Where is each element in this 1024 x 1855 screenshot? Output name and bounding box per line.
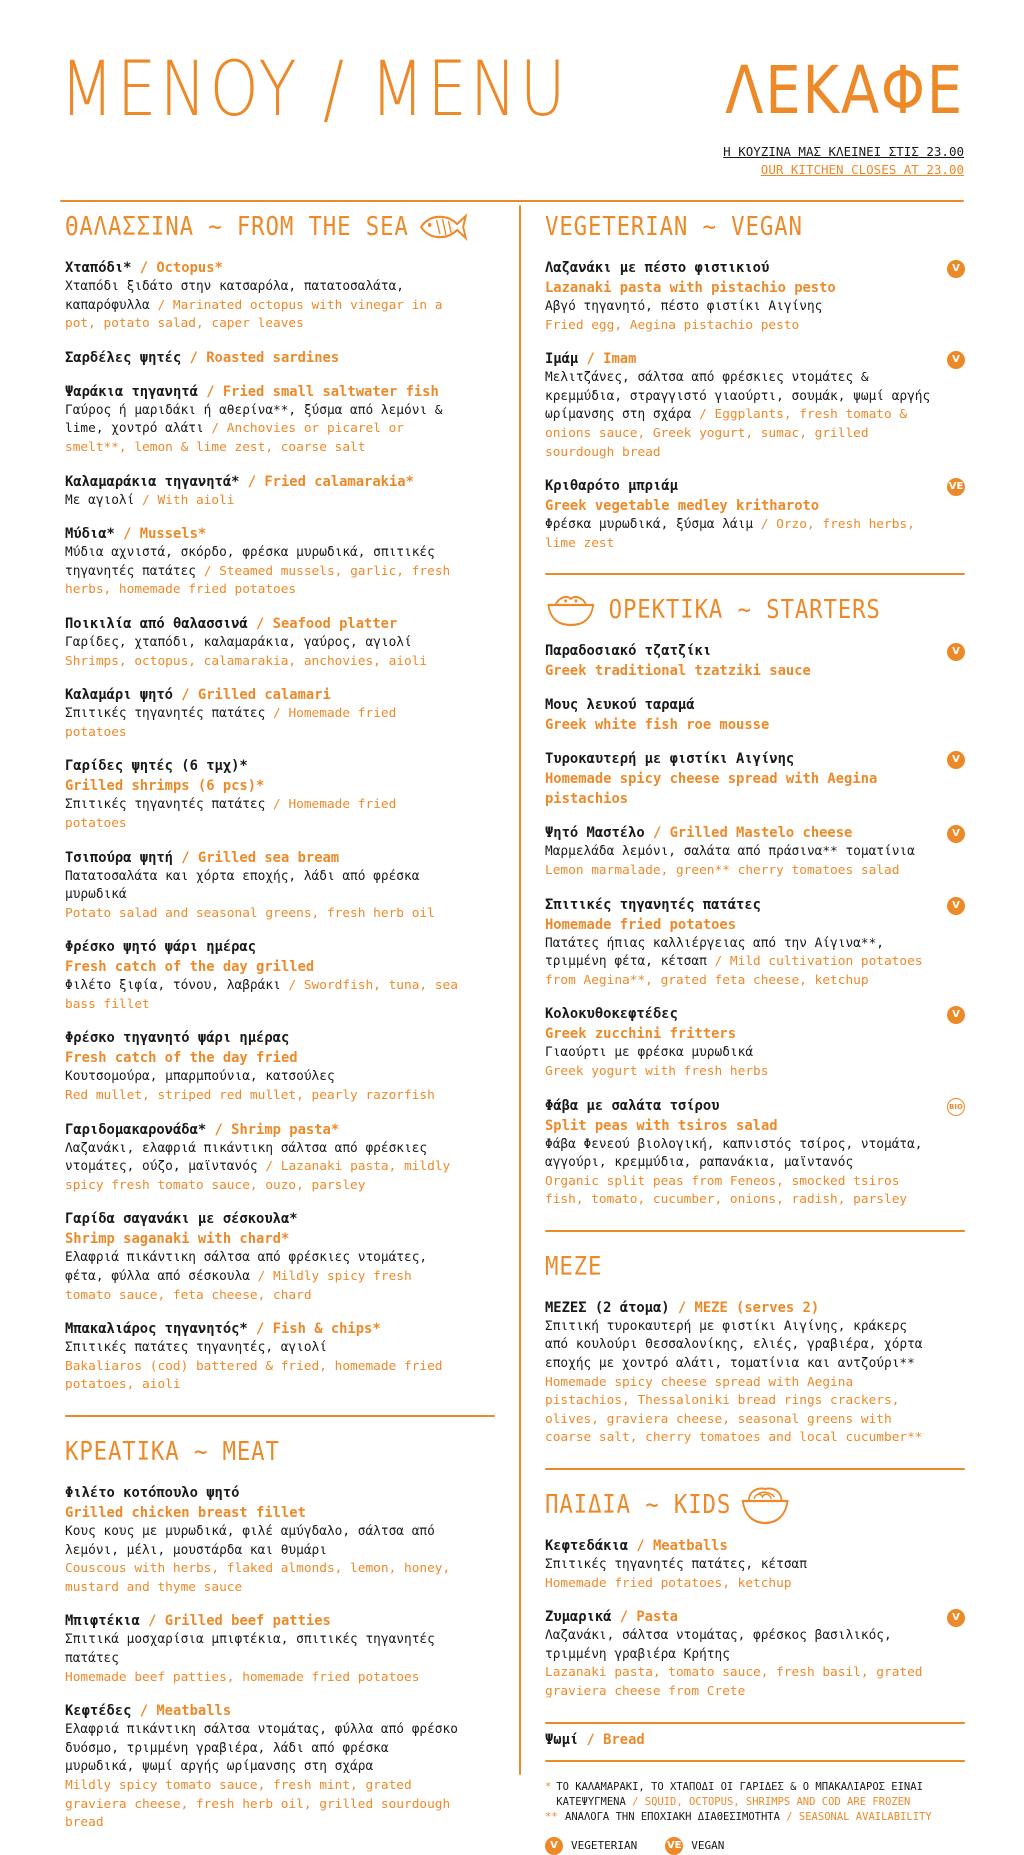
item-description-en-line — [545, 1575, 931, 1594]
menu-item — [65, 685, 495, 742]
item-name-en: / Meatballs — [131, 1703, 232, 1720]
item-description-en: Organic split peas from Feneos, smocked tsiros fish, tomato, cucumber, onions, radish, parsley — [545, 1173, 908, 1208]
item-name — [65, 1483, 461, 1503]
item-name-gr: Φρέσκο ψητό ψάρι ημέρας — [65, 939, 257, 956]
item-description-gr: Ελαφριά πικάντικη σάλτσα ντομάτας, φύλλα από φρέσκο δυόσμο, τριμμένη γραβιέρα, λάδι από φρέσκα μυρωδικά, ψωμί αργής ωρίμανσης στη σχάρα — [65, 1722, 458, 1775]
item-description — [65, 1140, 461, 1196]
item-name — [545, 695, 931, 715]
item-description-en: / Swordfish, tuna, sea bass fillet — [65, 978, 458, 1012]
item-description-en: Homemade beef patties, homemade fried potatoes — [65, 1669, 420, 1685]
menu-item — [65, 472, 495, 511]
item-name — [65, 937, 461, 957]
section-divider — [545, 573, 965, 575]
menu-title: MENOY / MENU — [60, 44, 569, 133]
item-name-en: / Grilled beef patties — [148, 1613, 331, 1630]
item-description-en: Lazanaki pasta, tomato sauce, fresh basil, grated graviera cheese from Crete — [545, 1665, 923, 1699]
item-description — [545, 369, 931, 462]
legend-vegetarian-label: VEGETERIAN — [571, 1839, 638, 1853]
item-name-en: Homemade fried potatoes — [545, 916, 737, 933]
item-name-en: / Seafood platter — [247, 615, 398, 632]
item-name-en: Fresh catch of the day grilled — [65, 959, 315, 976]
item-name-gr: ΜΕΖΕΣ (2 άτομα) — [545, 1299, 670, 1316]
item-description-gr: Σπιτικές τηγανητές πατάτες — [65, 797, 266, 813]
item-description — [65, 402, 461, 458]
item-description-gr: Πατάτες ήπιας καλλιέργειας από την Αίγινα**, τριμμένη φέτα, κέτσαπ — [545, 935, 884, 970]
item-name — [545, 895, 931, 915]
item-name-gr: Ψαράκια τηγανητά — [65, 383, 198, 400]
item-description-gr: Κους κους με μυρωδικά, φιλέ αμύγδαλο, σάλτσα από λεμόνι, μέλι, μουστάρδα και θυμάρι — [65, 1524, 435, 1558]
item-description-gr: Σπιτική τυροκαυτερή με φιστίκι Αιγίνης, κράκερς από κουλούρι Θεσσαλονίκης, ελιές, γραβιέρα, χόρτα εποχής με χοντρό αλάτι, τοματίνια και αντζούρι** — [545, 1318, 923, 1372]
vegetarian-badge-icon: V — [545, 1837, 563, 1855]
footnote-seasonal — [545, 1810, 965, 1825]
section-divider — [545, 1760, 965, 1762]
fish-icon — [417, 210, 467, 244]
footnote-seasonal-gr: ΑΝΑΛΟΓΑ ΤΗΝ ΕΠΟΧΙΑΚΗ ΔΙΑΘΕΣΙΜΟΤΗΤΑ — [565, 1810, 780, 1823]
section-sea-title — [65, 210, 435, 244]
item-name — [545, 749, 931, 769]
section-meat-label: ΚΡΕΑΤΙΚΑ ~ MEAT — [65, 1437, 280, 1467]
item-name-en: / Fried calamarakia* — [239, 473, 414, 490]
item-description — [65, 492, 461, 511]
menu-item — [65, 524, 495, 600]
menu-item — [65, 1611, 495, 1687]
footnotes — [545, 1780, 965, 1855]
restaurant-logo: ΛΕΚΑΦΕ — [725, 52, 964, 129]
item-name — [65, 348, 461, 368]
item-description-en-line — [65, 1560, 461, 1597]
organic-badge-icon: BIO — [947, 1098, 965, 1116]
item-name — [65, 382, 461, 402]
menu-item — [65, 1028, 495, 1105]
section-kids-label: ΠΑΙΔΙΑ ~ KIDS — [545, 1490, 732, 1521]
item-name-gr: Καλαμάρι ψητό — [65, 687, 173, 704]
item-description-gr: Γαρίδες, χταπόδι, καλαμαράκια, γαύρος, αγιολί — [65, 634, 412, 650]
menu-item — [65, 382, 495, 458]
menu-item — [65, 1209, 495, 1305]
item-description-en: / Homemade fried potatoes — [65, 706, 397, 740]
bread-name-gr: Ψωμί — [545, 1731, 579, 1748]
item-name-gr: Μπακαλιάρος τηγανητός* — [65, 1321, 248, 1338]
item-description — [65, 1721, 461, 1777]
item-name-en: Greek traditional tzatziki sauce — [545, 663, 811, 680]
item-name — [65, 1701, 461, 1721]
vegetarian-badge-icon: V — [947, 751, 965, 769]
item-description — [545, 843, 931, 862]
item-name-gr: Χταπόδι* — [65, 260, 132, 276]
menu-item — [545, 1536, 965, 1593]
vegetarian-badge-icon: V — [947, 260, 965, 278]
item-name-en: / Fried small saltwater fish — [197, 383, 439, 400]
item-name-gr: Καλαμαράκια τηγανητά* — [65, 473, 240, 490]
item-description — [545, 935, 931, 991]
legend-vegan — [665, 1837, 724, 1855]
item-description-gr: Φιλέτο ξιφία, τόνου, λαβράκι — [65, 978, 281, 994]
item-name — [545, 1536, 931, 1556]
sea-items — [65, 258, 495, 1395]
item-name — [65, 472, 461, 492]
item-description — [545, 1318, 931, 1374]
item-description-en: / With aioli — [134, 492, 235, 508]
menu-item — [65, 937, 495, 1014]
menu-item — [545, 1298, 965, 1448]
item-description — [65, 634, 461, 653]
item-description-en-line — [545, 862, 931, 881]
item-name-gr: Κολοκυθοκεφτέδες — [545, 1006, 678, 1023]
menu-item — [65, 258, 495, 334]
item-name — [65, 524, 461, 544]
menu-item — [65, 614, 495, 671]
item-name-en: Fresh catch of the day fried — [65, 1050, 298, 1067]
item-description-gr: Γιαούρτι με φρέσκα μυρωδικά — [545, 1045, 754, 1061]
legend-vegetarian — [545, 1837, 637, 1855]
kids-items — [545, 1536, 965, 1702]
item-name-en: / Grilled Mastelo cheese — [644, 825, 853, 842]
item-name-en: Homemade spicy cheese spread with Aegina pistachios — [545, 771, 878, 808]
menu-item — [65, 1120, 495, 1196]
item-name-gr: Γαριδομακαρονάδα* — [65, 1121, 207, 1138]
item-description — [545, 1136, 931, 1173]
section-sea-label: ΘΑΛΑΣΣΙΝΑ ~ FROM THE SEA — [65, 212, 409, 242]
item-name-en: Greek white fish roe mousse — [545, 717, 770, 734]
item-description-gr: Σπιτικές πατάτες τηγανητές, αγιολί — [65, 1340, 327, 1356]
vegetarian-badge-icon: V — [947, 351, 965, 369]
section-starters-label: ΟΡΕΚΤΙΚΑ ~ STARTERS — [608, 595, 881, 626]
item-description-en: / Anchovies or picarel or smelt**, lemon & lime zest, coarse salt — [65, 421, 405, 455]
item-name — [545, 1298, 931, 1318]
bread-name-en: / Bread — [578, 1731, 645, 1748]
vegetarian-badge-icon: V — [947, 1006, 965, 1024]
kitchen-hours-gr: Η ΚΟΥΖΙΝΑ ΜΑΣ ΚΛΕΙΝΕΙ ΣΤΙΣ 23.00 — [723, 144, 964, 159]
item-name-gr: Σαρδέλες ψητές — [65, 349, 182, 366]
item-name — [65, 1319, 461, 1339]
section-veg-label: VEGETERIAN ~ VEGAN — [545, 212, 803, 242]
item-description — [545, 1556, 931, 1575]
item-description-gr: Γαύρος ή μαριδάκι ή αθερίνα**, ξύσμα από λεμόνι & lime, χοντρό αλάτι — [65, 402, 443, 437]
item-name-gr: Μύδια* — [65, 526, 115, 543]
item-description-en-line — [65, 1358, 461, 1395]
item-name-gr: Κριθαρότο μπριάμ — [545, 478, 678, 495]
footnote-star: * — [545, 1780, 552, 1793]
item-name-gr: Τυροκαυτερή με φιστίκι Αιγίνης — [545, 751, 795, 768]
section-starters-title — [545, 593, 906, 627]
section-meze-label: ΜΕΖΕ — [545, 1251, 603, 1282]
item-name — [65, 1028, 461, 1048]
vegetarian-badge-icon: V — [947, 1609, 965, 1627]
starters-items — [545, 641, 965, 1210]
item-name-en: / Fish & chips* — [247, 1321, 381, 1338]
bread-item — [545, 1730, 965, 1750]
menu-item — [545, 258, 965, 335]
item-description — [65, 1249, 461, 1305]
item-name — [545, 349, 931, 369]
item-description-en: / Eggplants, fresh tomato & onions sauce, Greek yogurt, sumac, grilled sourdough bread — [545, 407, 908, 460]
item-description-gr: Αβγό τηγανητό, πέστο φιστίκι Αιγίνης — [545, 299, 823, 314]
menu-item — [545, 823, 965, 880]
menu-item — [545, 641, 965, 681]
item-description-en-line — [65, 1087, 461, 1106]
item-description-en-line — [545, 1173, 931, 1210]
veg-items — [545, 258, 965, 553]
item-description-en: Greek yogurt with fresh herbs — [545, 1063, 769, 1079]
item-description-gr: Κουτσομούρα, μπαρμπούνια, κατσούλες — [65, 1069, 335, 1085]
item-description-en-line — [545, 1374, 931, 1448]
footnote-seasonal-en: / SEASONAL AVAILABILITY — [779, 1810, 932, 1823]
item-description — [65, 1631, 461, 1668]
item-name — [545, 258, 931, 278]
item-name-gr: Γαρίδα σαγανάκι με σέσκουλα* — [65, 1211, 298, 1228]
item-description — [65, 796, 461, 833]
item-name — [65, 685, 461, 705]
item-description-gr: Μύδια αχνιστά, σκόρδο, φρέσκα μυρωδικά, σπιτικές τηγανητές πατάτες — [65, 545, 435, 579]
item-description — [545, 1627, 931, 1664]
item-description-gr: Με αγιολί — [65, 492, 135, 508]
item-name-gr: Κεφτέδες — [65, 1703, 132, 1720]
item-description-en: / Mildly spicy fresh tomato sauce, feta cheese, chard — [65, 1269, 412, 1303]
section-kids-title — [545, 1488, 906, 1522]
item-description-en: Couscous with herbs, flaked almonds, lemon, honey, mustard and thyme sauce — [65, 1561, 451, 1595]
menu-item — [65, 848, 495, 924]
item-name — [545, 1607, 931, 1627]
right-column — [545, 210, 965, 1855]
item-description-gr: Μαρμελάδα λεμόνι, σαλάτα από πράσινα** τοματίνια — [545, 844, 915, 860]
item-description — [545, 1044, 931, 1063]
section-meze-title — [545, 1250, 906, 1284]
item-description-en: Mildly spicy tomato sauce, fresh mint, grated graviera cheese, fresh herb oil, grilled sourdough bread — [65, 1777, 451, 1831]
item-name-en: / Grilled sea bream — [172, 849, 340, 866]
vegetarian-badge-icon: V — [947, 643, 965, 661]
item-name-gr: Φιλέτο κοτόπουλο ψητό — [65, 1485, 240, 1501]
item-description — [65, 544, 461, 600]
item-name-en: / Imam — [578, 351, 637, 368]
item-description-en: / Homemade fried potatoes — [65, 797, 397, 831]
item-description-en: Bakaliaros (cod) battered & fried, homemade fried potatoes, aioli — [65, 1358, 443, 1393]
section-veg-title — [545, 210, 906, 244]
item-description-en: / Orzo, fresh herbs, lime zest — [545, 517, 915, 551]
menu-item — [65, 756, 495, 833]
section-divider — [65, 1415, 495, 1417]
menu-item — [545, 749, 965, 809]
item-description — [65, 1068, 461, 1087]
item-name-gr: Μους λευκού ταραμά — [545, 697, 695, 714]
item-name — [65, 756, 461, 776]
item-description — [65, 977, 461, 1014]
item-description — [65, 1523, 461, 1560]
item-description-en-line — [65, 1669, 461, 1688]
item-description-en: Fried egg, Aegina pistachio pesto — [545, 317, 800, 333]
item-description-en-line — [545, 1063, 931, 1082]
item-name-en: Shrimp saganaki with chard* — [65, 1231, 290, 1248]
footnote-frozen — [545, 1780, 965, 1810]
item-name-en: Lazanaki pasta with pistachio pesto — [545, 280, 836, 296]
item-description-en: Homemade fried potatoes, ketchup — [545, 1575, 792, 1591]
item-description-en: / Lazanaki pasta, mildly spicy fresh tomato sauce, ouzo, parsley — [65, 1159, 451, 1193]
left-column — [65, 210, 495, 1833]
item-description-gr: Σπιτικά μοσχαρίσια μπιφτέκια, σπιτικές τηγανητές πατάτες — [65, 1632, 435, 1666]
item-name-gr: Ποικιλία από θαλασσινά — [65, 615, 248, 632]
item-name-gr: Φάβα με σαλάτα τσίρου — [545, 1097, 720, 1114]
item-name-en: Grilled chicken breast fillet — [65, 1505, 306, 1521]
vegan-badge-icon: VE — [665, 1837, 683, 1855]
item-name-gr: Κεφτεδάκια — [545, 1538, 629, 1555]
header-divider — [60, 200, 964, 202]
item-description — [545, 516, 931, 553]
item-description-en-line — [545, 1664, 931, 1701]
item-description-en-line — [545, 317, 931, 336]
item-name-gr: Τσιπούρα ψητή — [65, 849, 173, 866]
item-description-gr: Πατατοσαλάτα και χόρτα εποχής, λάδι από φρέσκα μυρωδικά — [65, 868, 420, 903]
item-description-gr: Σπιτικές τηγανητές πατάτες — [65, 706, 266, 722]
footnote-star: ** — [545, 1810, 558, 1823]
vegetarian-badge-icon: V — [947, 897, 965, 915]
meat-items — [65, 1483, 495, 1833]
item-name-en: Greek vegetable medley kritharoto — [545, 498, 820, 515]
item-name-gr: Σπιτικές τηγανητές πατάτες — [545, 896, 761, 913]
item-description-gr: Χταπόδι ξιδάτο στην κατσαρόλα, πατατοσαλάτα, καπαρόφυλλα — [65, 279, 404, 313]
item-name — [545, 1004, 931, 1024]
section-divider — [545, 1722, 965, 1724]
meze-items — [545, 1298, 965, 1448]
kitchen-hours — [723, 143, 964, 179]
item-description-en-line — [65, 1777, 461, 1833]
item-description — [65, 1339, 461, 1358]
footnote-frozen-en: / SQUID, OCTOPUS, SHRIMPS AND COD ARE FROZEN — [625, 1795, 911, 1808]
item-description-en: Red mullet, striped red mullet, pearly razorfish — [65, 1088, 435, 1104]
item-name — [545, 641, 931, 661]
item-name-gr: Φρέσκο τηγανητό ψάρι ημέρας — [65, 1030, 290, 1047]
item-name-en: / MEZE (serves 2) — [669, 1299, 820, 1316]
item-description-en: / Marinated octopus with vinegar in a pot, potato salad, caper leaves — [65, 297, 443, 332]
item-name-gr: Ιμάμ — [545, 351, 579, 368]
item-description — [65, 868, 461, 905]
item-name-gr: Παραδοσιακό τζατζίκι — [545, 643, 712, 660]
item-name — [65, 848, 461, 868]
item-name-en: / Octopus* — [131, 260, 223, 276]
item-name-gr: Ζυμαρικά — [545, 1609, 612, 1626]
menu-item — [545, 695, 965, 735]
item-name — [545, 823, 931, 843]
item-description-gr: Φάβα Φενεού βιολογική, καπνιστός τσίρος, ντομάτα, αγγούρι, κρεμμύδια, ραπανάκια, μαϊντανός — [545, 1136, 923, 1171]
item-name-en: / Roasted sardines — [181, 349, 340, 366]
menu-item — [65, 1319, 495, 1395]
menu-item — [545, 895, 965, 991]
item-description-en: Lemon marmalade, green** cherry tomatoes salad — [545, 862, 900, 878]
item-description-gr: Μελιτζάνες, σάλτσα από φρέσκιες ντομάτες & κρεμμύδια, στραγγιστό γιαούρτι, σουμάκ, ψωμί αργής ωρίμανσης στη σχάρα — [545, 370, 931, 423]
menu-item — [65, 1701, 495, 1833]
item-name-en: Greek zucchini fritters — [545, 1026, 737, 1043]
item-description-gr: Φρέσκα μυρωδικά, ξύσμα λάιμ — [545, 517, 754, 533]
bowl-icon — [545, 593, 597, 627]
diet-legend — [545, 1837, 965, 1855]
item-name — [545, 1096, 931, 1116]
menu-item — [545, 349, 965, 462]
item-name — [65, 614, 461, 634]
item-description-gr: Ελαφριά πικάντικη σάλτσα από φρέσκιες ντομάτες, φέτα, φύλλα από σέσκουλα — [65, 1250, 428, 1285]
menu-item — [65, 348, 495, 368]
item-name — [545, 476, 931, 496]
item-description-en: Homemade spicy cheese spread with Aegina pistachios, Thessaloniki bread rings crackers, olives, graviera cheese, seasonal greens with coarse salt, cherry tomatoes and local cucumber** — [545, 1374, 923, 1446]
vegetarian-badge-icon: V — [947, 825, 965, 843]
item-name-en: / Pasta — [611, 1609, 678, 1626]
item-description — [545, 298, 931, 317]
menu-item — [545, 1607, 965, 1701]
item-description-en-line — [65, 905, 461, 924]
item-description-en: / Steamed mussels, garlic, fresh herbs, homemade fried potatoes — [65, 563, 451, 598]
item-description-en-line — [65, 653, 461, 672]
item-name — [65, 1120, 461, 1140]
section-meat-title — [65, 1435, 435, 1469]
menu-item — [545, 1004, 965, 1081]
item-name — [65, 1611, 461, 1631]
vegan-badge-icon: VE — [947, 478, 965, 496]
column-divider — [519, 205, 521, 1775]
legend-vegan-label: VEGAN — [691, 1839, 725, 1853]
item-name-gr: Ψητό Μαστέλο — [545, 825, 645, 842]
section-divider — [545, 1468, 965, 1470]
item-description-gr: Σπιτικές τηγανητές πατάτες, κέτσαπ — [545, 1557, 807, 1573]
item-description-gr: Λαζανάκι, σάλτσα ντομάτας, φρέσκος βασιλικός, τριμμένη γραβιέρα Κρήτης — [545, 1628, 892, 1662]
menu-item — [545, 476, 965, 553]
item-name — [65, 258, 461, 278]
kitchen-hours-en: OUR KITCHEN CLOSES AT 23.00 — [760, 162, 964, 177]
item-name-en: / Grilled calamari — [172, 687, 331, 704]
item-description-gr: Λαζανάκι, ελαφριά πικάντικη σάλτσα από φρέσκιες ντομάτες, ούζο, μαϊντανός — [65, 1140, 428, 1175]
item-name-en: Split peas with tsiros salad — [545, 1117, 778, 1134]
item-name — [65, 1209, 461, 1229]
item-description-en: / Mild cultivation potatoes from Aegina**, grated feta cheese, ketchup — [545, 954, 923, 988]
section-divider — [545, 1230, 965, 1232]
footnote-frozen-gr: ΤΟ ΚΑΛΑΜΑΡΑΚΙ, ΤΟ ΧΤΑΠΟΔΙ ΟΙ ΓΑΡΙΔΕΣ & Ο ΜΠΑΚΑΛΙΑΡΟΣ ΕΙΝΑΙ ΚΑΤΕΨΥΓΜΕΝΑ — [556, 1780, 923, 1808]
item-name-gr: Γαρίδες ψητές (6 τμχ)* — [65, 758, 248, 775]
item-name-gr: Λαζανάκι με πέστο φιστικιού — [545, 260, 770, 276]
item-name-en: / Meatballs — [628, 1538, 728, 1555]
menu-item — [545, 1096, 965, 1210]
item-name-en: / Shrimp pasta* — [206, 1121, 340, 1138]
menu-item — [65, 1483, 495, 1597]
item-description — [65, 705, 461, 742]
pasta-bowl-icon — [740, 1485, 790, 1525]
item-name-en: Grilled shrimps (6 pcs)* — [65, 778, 265, 795]
item-description-en: Shrimps, octopus, calamarakia, anchovies, aioli — [65, 653, 428, 669]
item-name-en: / Mussels* — [114, 526, 207, 543]
item-description — [65, 278, 461, 334]
item-description-en: Potato salad and seasonal greens, fresh herb oil — [65, 905, 435, 921]
item-name-gr: Μπιφτέκια — [65, 1613, 149, 1630]
